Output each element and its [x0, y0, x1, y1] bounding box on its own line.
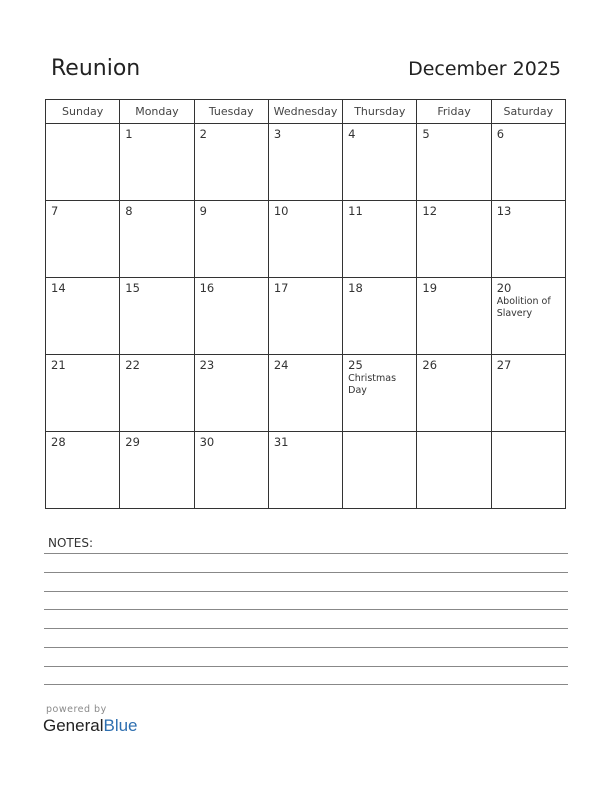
day-cell: [46, 278, 120, 355]
day-number: 26: [422, 358, 438, 372]
day-number: 14: [51, 281, 66, 295]
day-cell: [194, 432, 268, 509]
day-number: 9: [199, 204, 207, 218]
week-row: [46, 201, 566, 278]
day-cell: [194, 124, 268, 201]
week-row: [46, 124, 566, 201]
day-number: 15: [125, 281, 140, 295]
day-cell: [268, 124, 342, 201]
day-number: 31: [273, 435, 289, 449]
logo-general: General: [43, 716, 104, 735]
day-cell: [194, 278, 268, 355]
day-number: 29: [125, 435, 140, 449]
day-number: 2: [199, 127, 207, 141]
note-line: [44, 553, 568, 554]
day-number: 4: [348, 127, 356, 141]
day-cell: [491, 355, 565, 432]
day-cell: [417, 201, 491, 278]
note-line: [44, 684, 568, 685]
weekday-monday: Monday: [120, 100, 194, 124]
day-cell: [120, 432, 194, 509]
day-cell: [268, 355, 342, 432]
note-line: [44, 666, 568, 667]
day-cell: [268, 278, 342, 355]
day-number: 27: [496, 358, 512, 372]
day-number: 30: [199, 435, 215, 449]
day-number: 3: [273, 127, 282, 141]
day-cell: [120, 201, 194, 278]
day-number: 23: [199, 358, 215, 372]
day-number: 25: [348, 358, 363, 372]
region-title: Reunion: [51, 56, 141, 81]
holiday-label: Abolition of Slavery: [496, 296, 551, 319]
generalblue-logo: [43, 716, 138, 736]
day-number: 28: [51, 435, 66, 449]
day-number: 10: [273, 204, 289, 218]
day-cell: [491, 432, 565, 509]
day-number: 12: [422, 204, 438, 218]
notes-label: NOTES:: [48, 536, 93, 550]
week-row: [46, 355, 566, 432]
day-cell: [120, 278, 194, 355]
weekday-thursday: Thursday: [343, 100, 417, 124]
logo-blue: Blue: [103, 716, 138, 735]
day-cell: [46, 355, 120, 432]
day-number: 21: [51, 358, 66, 372]
day-cell: [491, 278, 565, 355]
weekday-wednesday: Wednesday: [268, 100, 342, 124]
week-row: [46, 278, 566, 355]
day-number: 17: [273, 281, 289, 295]
day-number: 19: [422, 281, 438, 295]
note-line: [44, 647, 568, 648]
note-line: [44, 591, 568, 592]
day-cell: [417, 278, 491, 355]
day-number: 13: [496, 204, 512, 218]
day-number: 11: [348, 204, 363, 218]
day-cell: [417, 124, 491, 201]
day-number: 18: [348, 281, 363, 295]
weekday-saturday: Saturday: [491, 100, 565, 124]
day-cell: [417, 355, 491, 432]
day-cell: [46, 201, 120, 278]
day-cell: [491, 201, 565, 278]
weekday-header-row: [46, 100, 566, 124]
day-cell: [491, 124, 565, 201]
calendar-grid: [45, 99, 566, 509]
day-cell: [343, 278, 417, 355]
weekday-tuesday: Tuesday: [194, 100, 268, 124]
day-cell: [343, 355, 417, 432]
note-line: [44, 628, 568, 629]
day-cell: [194, 201, 268, 278]
day-cell: [343, 124, 417, 201]
day-cell: [417, 432, 491, 509]
day-number: 5: [422, 127, 430, 141]
month-title: December 2025: [408, 58, 561, 80]
note-line: [44, 572, 568, 573]
day-cell: [120, 355, 194, 432]
day-cell: [46, 124, 120, 201]
day-number: 7: [51, 204, 59, 218]
day-cell: [343, 432, 417, 509]
day-number: 16: [199, 281, 215, 295]
day-cell: [268, 201, 342, 278]
week-row: [46, 432, 566, 509]
day-cell: [120, 124, 194, 201]
powered-by-text: powered by: [46, 704, 107, 715]
day-number: 1: [125, 127, 133, 141]
day-number: 6: [496, 127, 505, 141]
note-line: [44, 609, 568, 610]
weekday-sunday: Sunday: [46, 100, 120, 124]
day-cell: [194, 355, 268, 432]
day-cell: [46, 432, 120, 509]
day-number: 20: [496, 281, 512, 295]
day-number: 8: [125, 204, 133, 218]
weekday-friday: Friday: [417, 100, 491, 124]
day-cell: [343, 201, 417, 278]
holiday-label: Christmas Day: [348, 373, 397, 396]
day-number: 22: [125, 358, 140, 372]
day-cell: [268, 432, 342, 509]
day-number: 24: [273, 358, 289, 372]
